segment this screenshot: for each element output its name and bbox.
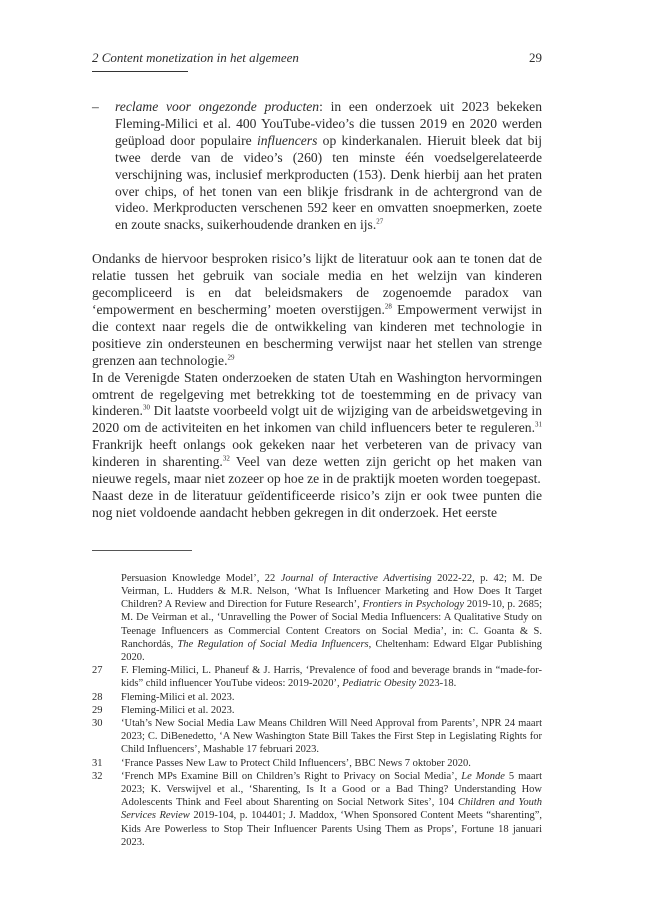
- footnote-emphasis: Children and Youth Services Review: [121, 797, 542, 822]
- footnote-continuation: [92, 572, 542, 664]
- footnote-ref-28[interactable]: 28: [384, 302, 392, 311]
- footnote-ref-31[interactable]: 31: [535, 420, 542, 429]
- footnote-ref-30[interactable]: 30: [142, 403, 150, 412]
- footnote-27: [92, 664, 542, 690]
- footnote-text: 2023-18.: [416, 678, 457, 690]
- paragraph-2: [92, 370, 542, 488]
- bullet-emphasis: reclame voor ongezonde producten: [115, 99, 320, 114]
- bullet-emphasis: influencers: [256, 132, 318, 148]
- footnote-body: ‘France Passes New Law to Protect Child Influencers’, BBC News 7 oktober 2020.: [121, 757, 471, 769]
- footnote-text: , Cheltenham: Edward Elgar Publishing 2020.: [121, 638, 542, 663]
- paragraph-text: Ondanks de hiervoor besproken risico’s lijkt de literatuur ook aan te tonen dat de relatie tussen het gebruik van sociale media en het welzijn van kinderen gecompliceerd is en dat beleidsmakers de zogenoemde paradox van ‘empowerment en bescherming’ moeten overstijgen.: [92, 251, 542, 317]
- footnote-body: [121, 770, 542, 849]
- footnote-32: [92, 770, 542, 849]
- footnote-31: [92, 757, 542, 770]
- footnotes: [92, 572, 542, 849]
- footnote-ref-27[interactable]: 27: [376, 217, 384, 226]
- paragraph-text: Dit laatste voorbeeld volgt uit de wijziging van de arbeidswetgeving in 2020 om de activiteiten en het inkomen van child influencers beter te reguleren.: [92, 403, 542, 436]
- paragraph-text: Frankrijk heeft onlangs ook gekeken naar het verbeteren van de privacy van kinderen in sharenting.: [92, 437, 542, 470]
- header-rule: [92, 71, 188, 72]
- bullet-item: [92, 99, 542, 234]
- footnote-text: 2019-104, p. 104401; J. Maddox, ‘When Sponsored Content Meets “sharenting”, Kids Are Powerless to Stop Their Influencer Parents Using Them as Props’, Fortune 18 januari 2023.: [121, 810, 543, 848]
- footnote-number: 27: [92, 665, 103, 677]
- footnote-emphasis: The Regulation of Social Media Influencers: [177, 638, 369, 650]
- footnote-body: Fleming-Milici et al. 2023.: [121, 691, 235, 703]
- footnote-body: Fleming-Milici et al. 2023.: [121, 704, 235, 716]
- footnote-text: F. Fleming-Milici, L. Phaneuf & J. Harris, ‘Prevalence of food and beverage brands in “made-for-kids” child influencer YouTube videos: 2019-2020’,: [121, 665, 542, 690]
- footnote-body: ‘Utah’s New Social Media Law Means Children Will Need Approval from Parents’, NPR 24 maart 2023; C. DiBenedetto, ‘A New Washington State Bill Takes the First Step in Legislating Rights for Child Influencers’, Mashable 17 februari 2023.: [121, 717, 542, 756]
- footnote-body: [121, 664, 542, 690]
- footnote-emphasis: Frontiers in Psychology: [362, 599, 465, 611]
- footnote-emphasis: Pediatric Obesity: [342, 678, 417, 690]
- footnote-text: ‘French MPs Examine Bill on Children’s Right to Privacy on Social Media’,: [121, 770, 462, 782]
- running-header: [92, 50, 542, 66]
- paragraph-text: Veel van deze wetten zijn gericht op het maken van nieuwe regels, maar niet zozeer op hoe ze in de praktijk moeten worden toegepast.: [92, 454, 543, 487]
- footnote-29: [92, 704, 542, 717]
- footnote-text: 2019-10, p. 2685; M. De Veirman et al., ‘Unravelling the Power of Social Media Influencers: A Qualitative Study on Teenage Influencers as Commercial Content Creators on Social Media’, in: C. Goanta & S. Ranchordás,: [121, 599, 542, 650]
- bullet-text: [115, 99, 542, 234]
- page-number: 29: [529, 50, 542, 65]
- footnote-number: 28: [92, 691, 103, 703]
- footnote-number: 29: [92, 704, 103, 716]
- footnote-30: [92, 717, 542, 757]
- footnote-ref-29[interactable]: 29: [227, 353, 235, 362]
- footnote-text: Persuasion Knowledge Model’, 22: [121, 572, 281, 584]
- footnote-number: 30: [92, 717, 103, 729]
- footnote-number: 31: [92, 757, 103, 769]
- footnote-number: 32: [92, 770, 103, 782]
- bullet-dash: –: [92, 99, 99, 114]
- bullet-text-part: : in een onderzoek uit 2023 bekeken Fleming-Milici et al. 400 YouTube-video’s die tussen 2019 en 2020 werden geüpload door populaire: [115, 99, 542, 148]
- chapter-title: 2 Content monetization in het algemeen: [92, 50, 299, 65]
- footnote-ref-32[interactable]: 32: [222, 454, 230, 463]
- paragraph-text: Empowerment verwijst in die context naar regels die de ontwikkeling van kinderen met technologie in positieve zin ondersteunen en bescherming verwijst naar het stellen van strenge grenzen aan technologie.: [92, 301, 542, 368]
- paragraph-3: Naast deze in de literatuur geïdentificeerde risico’s zijn er ook twee punten die nog niet voldoende aandacht hebben gekregen in dit onderzoek. Het eerste: [92, 487, 542, 520]
- paragraph-1: [92, 251, 542, 369]
- footnote-text: 2022-22, p. 42; M. De Veirman, L. Hudders & M.R. Nelson, ‘What Is Influencer Marketing and How Does It Target Children? A Review and Direction for Future Research’,: [121, 572, 543, 611]
- footnote-text: 5 maart 2023; K. Verswijvel et al., ‘Sharenting, Is It a Good or a Bad Thing? Understanding How Adolescents Think and Feel about Sharenting on Social Network Sites’, 104: [121, 770, 542, 809]
- footnote-rule: [92, 550, 192, 551]
- body-text: [92, 99, 542, 522]
- paragraph-text: In de Verenigde Staten onderzoeken de staten Utah en Washington hervormingen omtrent de regelgeving met betrekking tot de toestemming en de privacy van kinderen.: [92, 369, 542, 419]
- paragraph-gap: [92, 234, 542, 251]
- footnote-emphasis: Le Monde: [461, 770, 505, 782]
- footnote-28: [92, 691, 542, 704]
- document-page: [92, 50, 542, 849]
- bullet-text-part: op kinderkanalen. Hieruit bleek dat bij twee derde van de video’s (260) ten minste één voedselgerelateerde verschijning was, inclusief merkproducten (153). Denk hierbij aan het praten over chips, of het tonen van een blikje frisdrank in de achtergrond van de video. Merkproducten verschenen 592 keer en omvatten snoepmerken, zoete en zoute snacks, suikerhoudende dranken en ijs.: [115, 132, 542, 233]
- footnote-emphasis: Journal of Interactive Advertising: [280, 572, 432, 584]
